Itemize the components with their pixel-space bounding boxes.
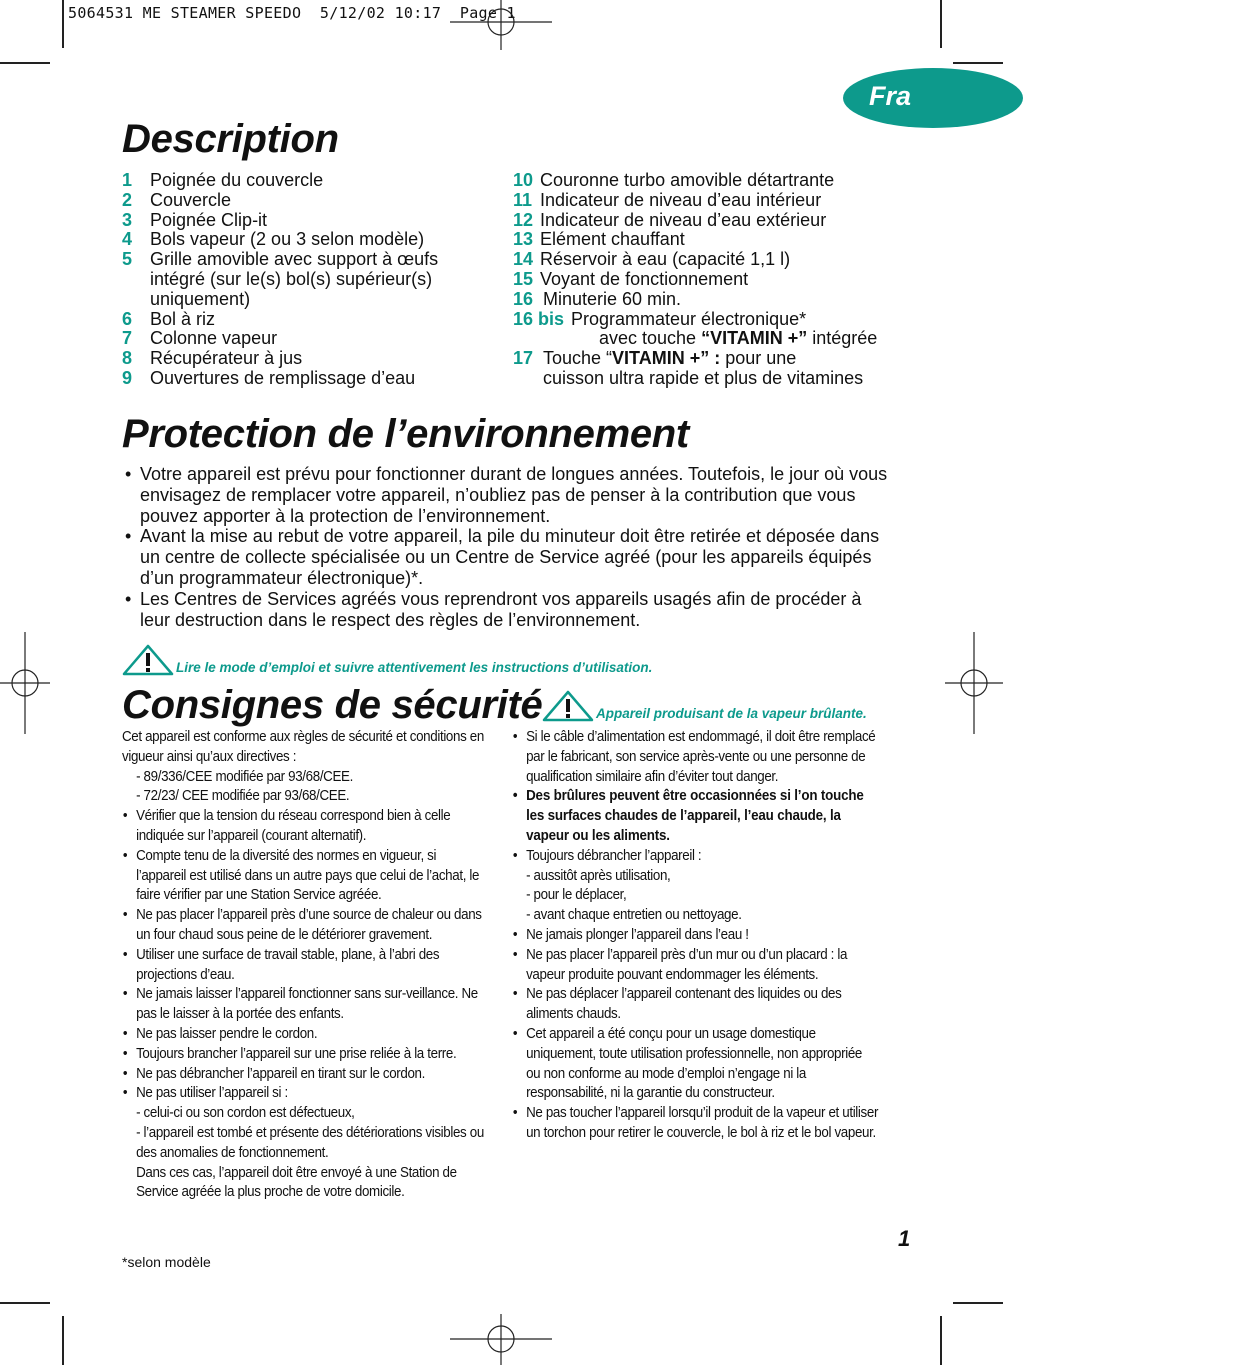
burn-warning-item: • Des brûlures peuvent être occasionnées si l’on touche les surfaces chaudes de l’appareil, l’eau chaude, la vapeur ou les aliments. — [512, 786, 878, 845]
list-item: 1 Poignée du couvercle — [122, 170, 324, 190]
registration-mark-bottom — [450, 1314, 552, 1365]
list-item: • Ne jamais plonger l’appareil dans l’eau ! — [512, 925, 878, 945]
list-item: 12 Indicateur de niveau d’eau extérieur — [513, 209, 827, 230]
list-item-17: 17 Touche “VITAMIN +” : pour une cuisson ultra rapide et plus de vitamines — [513, 348, 864, 388]
language-tab — [843, 68, 1023, 128]
list-item: • Compte tenu de la diversité des normes en vigueur, si l’appareil est utilisé dans un autre pays que celui de l’achat, le faire vérifier par une Station Service agréée. — [122, 846, 488, 905]
list-item: 13 Elément chauffant — [513, 229, 685, 250]
list-item: 7 Colonne vapeur — [122, 328, 278, 349]
description-left-list — [122, 171, 457, 389]
list-item: 15 Voyant de fonctionnement — [513, 268, 749, 289]
safety-right-list — [512, 727, 878, 1143]
list-item: 16 Minuterie 60 min. — [513, 288, 682, 309]
description-title: Description — [122, 117, 339, 161]
sub-item: Dans ces cas, l’appareil doit être envoyé à une Station de Service agréée la plus proche de votre domicile. — [136, 1163, 457, 1201]
description-right-list — [513, 171, 888, 389]
list-item: • Ne pas toucher l’appareil lorsqu’il produit de la vapeur et utiliser un torchon pour retirer le couvercle, le bol à riz et le bol vapeur. — [512, 1103, 878, 1143]
list-item: • Toujours débrancher l’appareil : — [512, 846, 878, 866]
list-item-16bis: 16 bis Programmateur électronique* avec touche “VITAMIN +” intégrée — [513, 308, 878, 349]
environment-list — [122, 464, 890, 630]
warning-triangle-icon — [122, 644, 174, 676]
list-item: 8 Récupérateur à jus — [122, 348, 303, 369]
sub-item: - avant chaque entretien ou nettoyage. — [526, 906, 742, 924]
list-item: • Ne pas placer l’appareil près d’une source de chaleur ou dans un four chaud sous peine de le détériorer gravement. — [122, 905, 488, 945]
environment-title: Protection de l’environnement — [122, 412, 689, 456]
warning-triangle-icon — [542, 690, 594, 722]
directive: - 72/23/ CEE modifiée par 93/68/CEE. — [136, 787, 350, 805]
list-item: 10 Couronne turbo amovible détartrante — [513, 170, 835, 190]
list-item: 3 Poignée Clip-it — [122, 209, 268, 230]
list-item: • Avant la mise au rebut de votre appareil, la pile du minuteur doit être retirée et déposée dans un centre de collecte spécialisée ou un Centre de Service agréé (pour les appareils équipés d’un programmateur électronique)*. — [122, 526, 890, 588]
registration-mark-top — [450, 0, 552, 50]
list-item: • Ne pas utiliser l’appareil si : — [122, 1083, 488, 1103]
list-item: • Ne pas déplacer l’appareil contenant des liquides ou des aliments chauds. — [512, 984, 878, 1024]
list-item: 6 Bol à riz — [122, 308, 216, 329]
footnote: *selon modèle — [122, 1254, 211, 1270]
list-item: • Vérifier que la tension du réseau correspond bien à celle indiquée sur l’appareil (courant alternatif). — [122, 806, 488, 846]
language-label: Fra — [869, 81, 912, 111]
printer-slug: 5064531 ME STEAMER SPEEDO 5/12/02 10:17 Page 1 — [68, 4, 516, 22]
list-item: 5 Grille amovible avec support à œufs intégré (sur le(s) bol(s) supérieur(s) uniquement) — [122, 249, 439, 309]
list-item: • Utiliser une surface de travail stable, plane, à l’abri des projections d’eau. — [122, 945, 488, 985]
list-item: • Si le câble d’alimentation est endommagé, il doit être remplacé par le fabricant, son service après-vente ou une personne de qualification similaire afin d’éviter tout danger. — [512, 727, 878, 786]
hot-steam-warning: Appareil produisant de la vapeur brûlante. — [542, 690, 867, 722]
list-item: 9 Ouvertures de remplissage d’eau — [122, 367, 416, 388]
list-item: • Ne pas placer l’appareil près d’un mur ou d’un placard : la vapeur produite pouvant endommager les éléments. — [512, 945, 878, 985]
read-instructions-warning: Lire le mode d’emploi et suivre attentivement les instructions d’utilisation. — [122, 644, 652, 676]
list-item: • Toujours brancher l’appareil sur une prise reliée à la terre. — [122, 1044, 488, 1064]
list-item: 2 Couvercle — [122, 189, 232, 210]
directive: - 89/336/CEE modifiée par 93/68/CEE. — [136, 767, 353, 785]
list-item: 11 Indicateur de niveau d’eau intérieur — [513, 189, 822, 210]
sub-item: - aussitôt après utilisation, — [526, 866, 671, 884]
safety-title: Consignes de sécurité — [122, 683, 543, 727]
safety-intro: Cet appareil est conforme aux règles de sécurité et conditions en vigueur ainsi qu’aux directives : — [122, 728, 484, 765]
page-number: 1 — [898, 1226, 911, 1251]
list-item: 4 Bols vapeur (2 ou 3 selon modèle) — [122, 229, 425, 250]
safety-left-list — [122, 727, 488, 1202]
sub-item: - pour le déplacer, — [526, 886, 627, 904]
list-item: • Votre appareil est prévu pour fonctionner durant de longues années. Toutefois, le jour où vous envisagez de remplacer votre appareil, n’oubliez pas de penser à la contribution que vous pouvez apporter à la protection de l’environnement. — [122, 464, 890, 526]
list-item: • Cet appareil a été conçu pour un usage domestique uniquement, toute utilisation professionnelle, non appropriée ou non conforme au mode d’emploi n’engage ni la responsabilité, ni la garantie du constructeur. — [512, 1024, 878, 1103]
list-item: 14 Réservoir à eau (capacité 1,1 l) — [513, 249, 791, 270]
list-item: • Ne pas laisser pendre le cordon. — [122, 1024, 488, 1044]
list-item: • Ne pas débrancher l’appareil en tirant sur le cordon. — [122, 1064, 488, 1084]
registration-mark-right — [945, 632, 1005, 734]
list-item: • Les Centres de Services agréés vous reprendront vos appareils usagés afin de procéder à leur destruction dans le respect des règles de l’environnement. — [122, 589, 890, 631]
list-item: • Ne jamais laisser l’appareil fonctionner sans sur-veillance. Ne pas le laisser à la portée des enfants. — [122, 984, 488, 1024]
sub-item: - celui-ci ou son cordon est défectueux, — [136, 1104, 355, 1122]
sub-item: - l’appareil est tombé et présente des détériorations visibles ou des anomalies de fonctionnement. — [136, 1123, 484, 1161]
registration-mark-left — [0, 632, 50, 734]
